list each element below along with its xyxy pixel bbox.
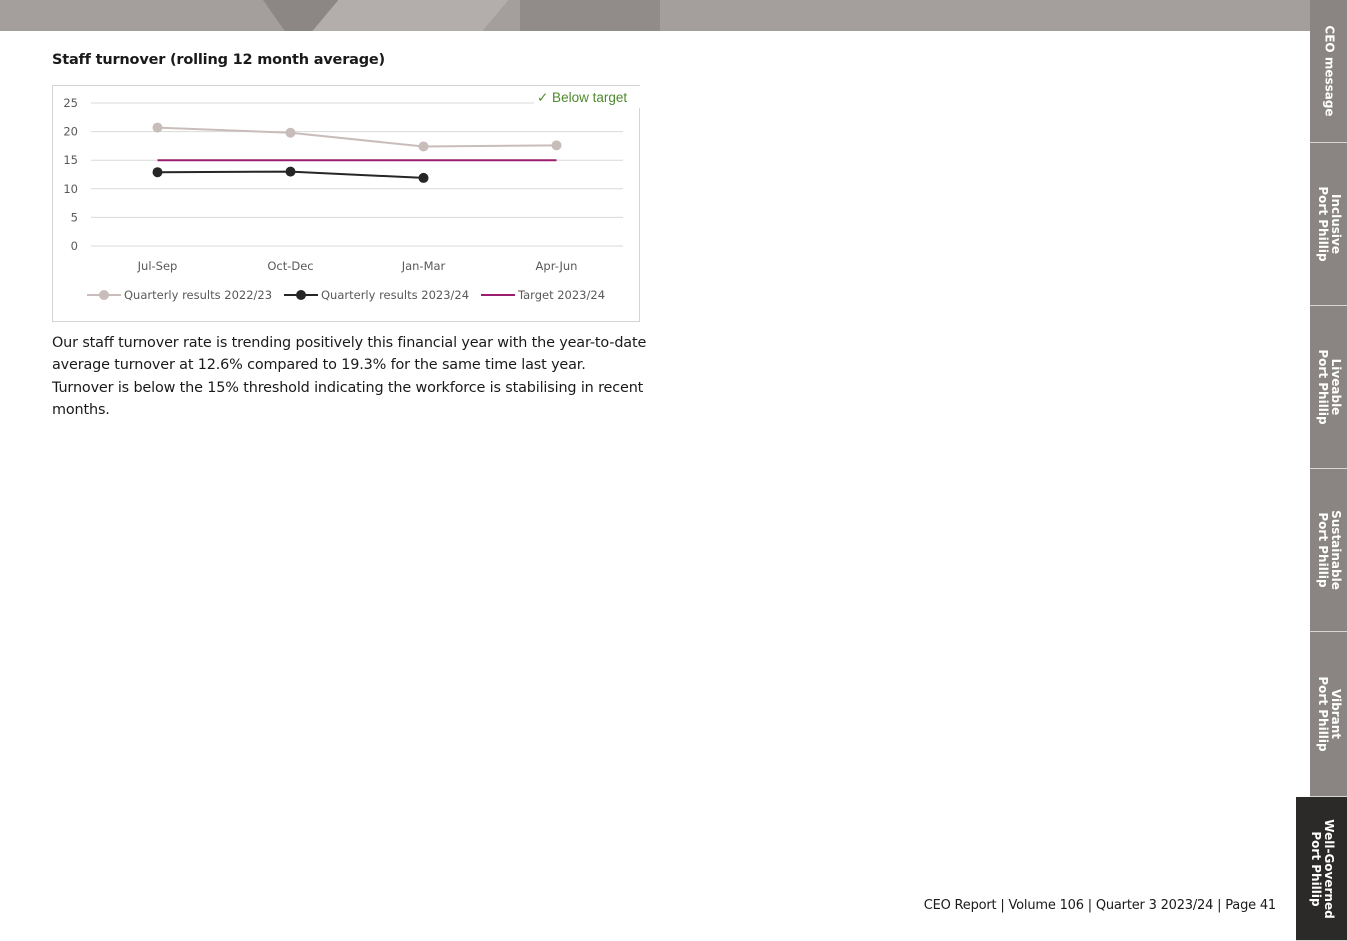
tab-label: Well-Governed Port Phillip	[1308, 818, 1336, 919]
legend-label: Quarterly results 2023/24	[321, 288, 470, 302]
data-point	[419, 173, 429, 183]
data-point	[286, 128, 296, 138]
data-point	[552, 140, 562, 150]
banner-decoration	[305, 0, 525, 31]
y-tick-label: 10	[63, 181, 78, 196]
tab-well-governed[interactable]	[1296, 797, 1347, 941]
tab-ceo-message[interactable]	[1310, 0, 1347, 143]
body-paragraph: Our staff turnover rate is trending positively this financial year with the year-to-date average turnover at 12.6% compared to 19.3% for the same time last year. Turnover is below the 15% threshold indicating the workforce is stabilising in recent months.	[52, 335, 647, 418]
header-banner	[0, 0, 1313, 31]
tab-label: Sustainable Port Phillip	[1315, 510, 1343, 590]
series-line	[158, 128, 557, 147]
data-point	[286, 167, 296, 177]
y-tick-label: 0	[70, 239, 78, 253]
below-target-annotation: ✓ Below target	[537, 90, 628, 105]
chart-title: Staff turnover (rolling 12 month average)	[52, 52, 385, 68]
y-tick-label: 15	[63, 153, 78, 168]
turnover-chart-svg	[53, 86, 641, 323]
tab-label: Vibrant Port Phillip	[1315, 676, 1343, 752]
x-tick-label: Jul-Sep	[137, 259, 178, 273]
tab-label: CEO message	[1322, 25, 1336, 117]
legend-label: Target 2023/24	[518, 288, 606, 302]
tab-inclusive[interactable]	[1310, 143, 1347, 306]
turnover-chart	[52, 85, 640, 322]
banner-decoration	[520, 0, 660, 31]
x-tick-label: Apr-Jun	[535, 259, 578, 273]
legend-marker	[296, 290, 306, 300]
x-tick-label: Oct-Dec	[267, 259, 314, 273]
tab-vibrant[interactable]	[1310, 632, 1347, 797]
tab-sustainable[interactable]	[1310, 469, 1347, 632]
page-footer: CEO Report | Volume 106 | Quarter 3 2023/24 | Page 41	[923, 898, 1276, 913]
legend-label: Quarterly results 2022/23	[124, 288, 273, 302]
y-tick-label: 5	[70, 210, 78, 225]
data-point	[153, 123, 163, 133]
tab-liveable[interactable]	[1310, 306, 1347, 469]
data-point	[419, 141, 429, 151]
section-tabs	[1296, 0, 1347, 941]
tab-label: Inclusive Port Phillip	[1315, 186, 1343, 262]
y-tick-label: 25	[63, 96, 78, 110]
x-tick-label: Jan-Mar	[401, 259, 446, 273]
y-tick-label: 20	[63, 124, 78, 139]
data-point	[153, 167, 163, 177]
tab-label: Liveable Port Phillip	[1315, 349, 1343, 425]
legend-marker	[99, 290, 109, 300]
